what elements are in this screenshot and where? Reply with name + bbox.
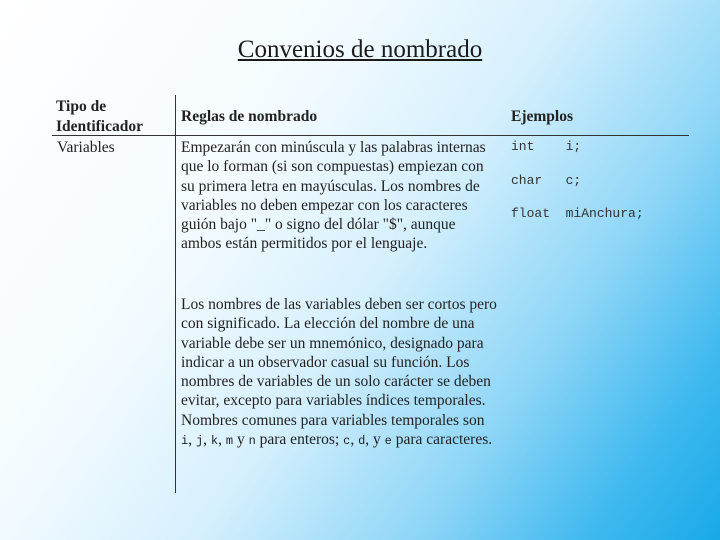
var-e: e — [384, 434, 392, 449]
text-para-enteros: para enteros; — [259, 431, 340, 449]
var-c: c — [343, 434, 351, 449]
header-identifier-type — [56, 97, 143, 137]
identifier-type-cell: Variables — [57, 139, 115, 156]
var-k: k — [210, 434, 219, 449]
naming-rule-paragraph-2: Los nombres de las variables deben ser cortos pero con significado. La elección del nombre de una variable debe ser un mnemónico, designado para indicar a un observador casual su función. Los nombres de variables de un solo carácter se deben evitar, excepto para variables índices temporales. Nombres comunes para variables temporales son i, j, k, m y n para enteros; c, d, y e para caracteres. — [181, 296, 497, 449]
naming-rule-paragraph-1: Empezarán con minúscula y las palabras internas que lo forman (si son compuestas) empiezan con su primera letra en mayúsculas. Los nombres de variables no deben empezar con los caracteres guión bajo "_" o signo del dólar "$", aunque ambos están permitidos por el lenguaje. — [181, 139, 486, 253]
header-identifier-type-line1: Tipo de — [56, 98, 107, 115]
header-identifier-type-line2: Identificador — [56, 118, 143, 135]
header-divider — [52, 135, 689, 136]
var-j: j — [195, 434, 204, 449]
header-examples: Ejemplos — [511, 108, 573, 125]
rule-text-before: Los nombres de las variables deben ser cortos pero con significado. La elección del nombre de una variable debe ser un mnemónico, designado para indicar a un observador casual su función. Los nombres de variables de un solo carácter se deben evitar, excepto para variables índices temporales. Nombres comunes para variables temporales son — [181, 296, 497, 429]
example-float: float miAnchura; — [511, 206, 644, 221]
var-n: n — [248, 434, 256, 449]
conj-y: y — [236, 431, 245, 449]
example-int: int i; — [511, 139, 582, 154]
text-para-caracteres: para caracteres. — [395, 431, 493, 449]
slide-title: Convenios de nombrado — [237, 36, 483, 63]
var-d: d — [358, 434, 366, 449]
var-i: i — [181, 434, 189, 449]
var-m: m — [225, 434, 234, 449]
example-char: char c; — [511, 173, 582, 188]
conj-y-2: y — [373, 431, 381, 449]
header-naming-rules: Reglas de nombrado — [181, 108, 318, 125]
column-divider — [175, 95, 176, 493]
